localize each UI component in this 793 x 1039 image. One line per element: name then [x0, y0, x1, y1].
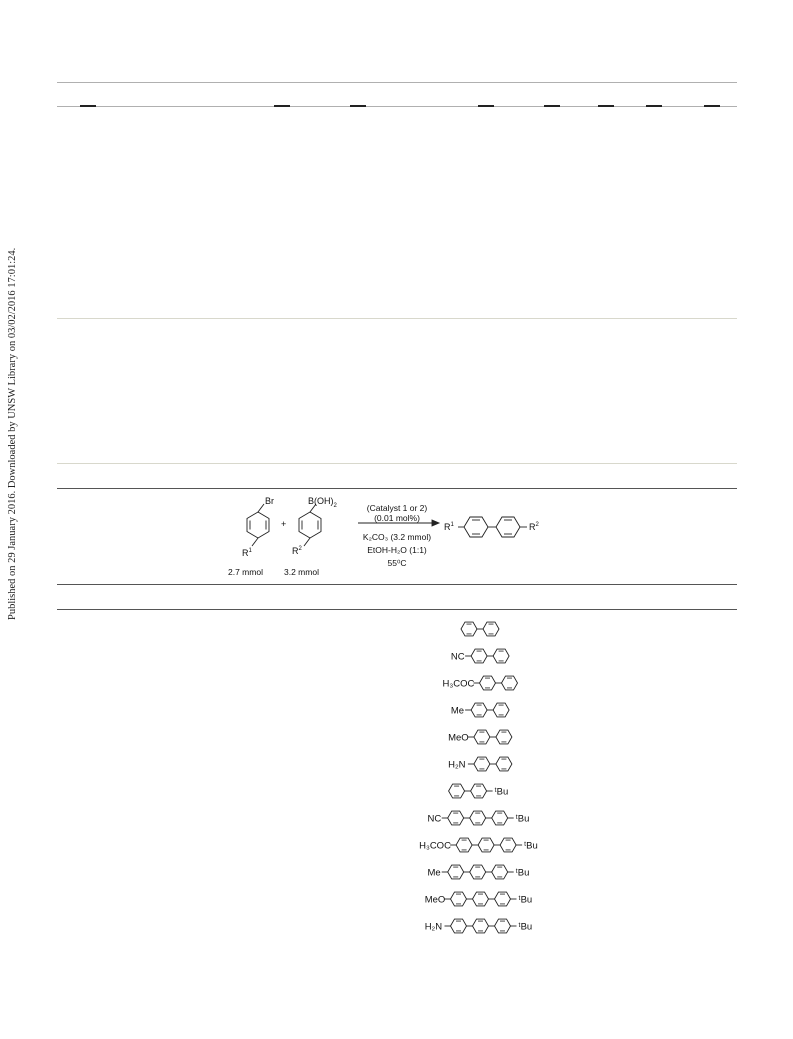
product-structure: [428, 865, 530, 879]
product-structure: [443, 676, 518, 690]
product-right-substituent: ᵗBu: [515, 867, 530, 879]
column-rule-mark: [80, 105, 96, 107]
bromo-label: Br: [265, 496, 274, 506]
column-rule-mark: [350, 105, 366, 107]
product-r1-label: $R^1$: [444, 522, 454, 532]
conditions-solvent: EtOH-H₂O (1:1): [367, 545, 427, 555]
product-structure: [448, 730, 512, 744]
product-right-substituent: ᵗBu: [515, 813, 530, 825]
column-rule-mark: [544, 105, 560, 107]
product-structure: [461, 622, 499, 636]
product-structure: [419, 838, 538, 852]
product-left-substituent: H₃COC: [442, 678, 475, 690]
r2-label: $R^2$: [292, 546, 302, 556]
boronic-acid-label: $B(OH)_2$: [308, 496, 337, 509]
boronic-acid-amount: 3.2 mmol: [284, 567, 319, 577]
product-structure: [451, 649, 509, 663]
r1-label: $R^1$: [242, 548, 252, 558]
reaction-scheme: [220, 494, 580, 584]
product-r2-label: $R^2$: [529, 522, 539, 532]
product-left-substituent: NC: [427, 813, 442, 825]
product-structure: [449, 784, 509, 798]
product-structures: [380, 615, 580, 945]
table-rule-top: [57, 82, 737, 83]
column-rule-mark: [646, 105, 662, 107]
product-structure: [448, 757, 512, 771]
product-right-substituent: ᵗBu: [518, 894, 533, 906]
table-rule-2-a: [57, 488, 737, 489]
product-structure: [428, 811, 530, 825]
download-watermark: [3, 240, 23, 620]
column-rule-mark: [598, 105, 614, 107]
conditions-loading: (0.01 mol%): [374, 513, 420, 523]
conditions-base: K₂CO₃ (3.2 mmol): [362, 532, 432, 542]
column-rule-mark: [704, 105, 720, 107]
column-rule-mark: [478, 105, 494, 107]
product-structure: [451, 703, 509, 717]
product-left-substituent: NC: [450, 651, 465, 663]
aryl-bromide-amount: 2.7 mmol: [228, 567, 263, 577]
product-left-substituent: MeO: [424, 894, 446, 906]
table-rule-2-b: [57, 584, 737, 585]
product-left-substituent: Me: [427, 867, 441, 879]
download-watermark-text: Published on 29 January 2016. Downloaded by UNSW Library on 03/02/2016 17:01:24.: [7, 247, 18, 620]
table-rule-bottom: [57, 318, 737, 319]
product-left-substituent: H₂N: [448, 759, 466, 771]
conditions-catalyst: (Catalyst 1 or 2): [366, 503, 428, 513]
table-rule-2-c: [57, 609, 737, 610]
product-left-substituent: H₂N: [424, 921, 443, 933]
product-structure: [425, 919, 533, 933]
table-rule-top-2: [57, 463, 737, 464]
product-left-substituent: Me: [450, 705, 465, 717]
product-left-substituent: MeO: [448, 732, 469, 744]
product-right-substituent: ᵗBu: [518, 921, 533, 933]
product-right-substituent: ᵗBu: [494, 786, 509, 798]
product-right-substituent: ᵗBu: [524, 840, 538, 852]
table-rule-header: [57, 106, 737, 107]
column-rule-mark: [274, 105, 290, 107]
conditions-temperature: 55⁰C: [387, 558, 407, 568]
product-structure: [425, 892, 533, 906]
product-left-substituent: H₃COC: [419, 840, 451, 852]
plus-sign: +: [281, 519, 287, 529]
